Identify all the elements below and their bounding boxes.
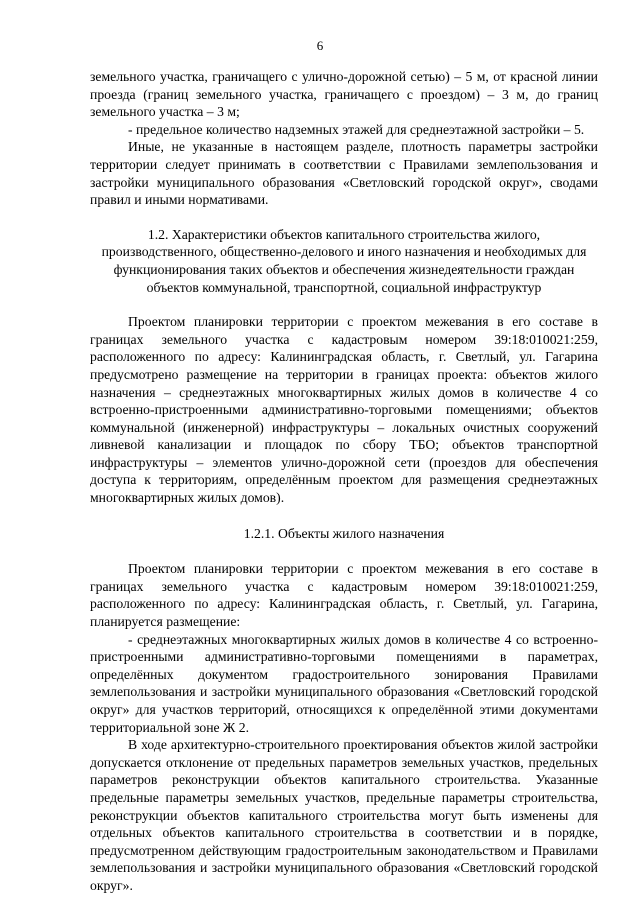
paragraph-continued: земельного участка, граничащего с улично-дорожной сетью) – 5 м, от красной линии проезда (границ земельного участка, граничащего с проездом) – 3 м, до границ земельного участка – 3 м; [90, 69, 598, 120]
page-number: 6 [316, 38, 324, 53]
paragraph-deviation: В ходе архитектурно-строительного проектирования объектов жилой застройки допускается отклонение от предельных параметров земельных участков, предельных параметров реконструкции объектов капитального строительства. Указанные предельные параметры земельных участков, предельные параметры строительства, реконструкции объектов капитального строительства могут быть изменены для отдельных объектов капитального строительства в соответствии и в порядке, предусмотренном действующим градостроительным законодательством и Правилами землепользования и застройки муниципального образования «Светловский городской округ». [90, 737, 598, 893]
paragraph-residential-buildings: - среднеэтажных многоквартирных жилых домов в количестве 4 со встроенно-пристроенными административно-торговыми помещениями в параметрах, определённых документом градостроительного зонирования Правилами землепользования и застройки муниципального образования «Светловский городской округ» для участков территорий, относящихся к определённой этими документами территориальной зоне Ж 2. [90, 631, 598, 735]
paragraph-floors-limit: - предельное количество надземных этажей для среднеэтажной застройки – 5. [128, 121, 585, 137]
spacer [90, 296, 598, 313]
section-heading: 1.2. Характеристики объектов капитального строительства жилого, производственного, общественно-делового и иного назначения и необходимых для функционирования таких объектов и обеспечения жизнедеятельности граждан объектов коммунальной, транспортной, социальной инфраструктур [101, 226, 587, 295]
paragraph-placement: Проектом планировки территории с проектом межевания в его составе в границах земельного участка с кадастровым номером 39:18:010021:259, расположенного по адресу: Калининградская область, г. Светлый, ул. Гагарина, планируется размещение: [90, 561, 598, 630]
document-body [90, 68, 598, 895]
spacer [90, 542, 598, 560]
subsection-heading: 1.2.1. Объекты жилого назначения [243, 525, 445, 541]
paragraph-other-parameters: Иные, не указанные в настоящем разделе, плотность параметры застройки территории следует принимать в соответствии с Правилами землепользования и застройки муниципального образования «Светловский городской округ», сводами правил и иными нормативами. [90, 139, 598, 208]
paragraph-section-intro: Проектом планировки территории с проектом межевания в его составе в границах земельного участка с кадастровым номером 39:18:010021:259, расположенного по адресу: Калининградская область, г. Светлый, ул. Гагарина предусмотрено размещение на территории в границах проекта: объектов жилого назначения – среднеэтажных многоквартирных жилых домов в количестве 4 со встроенно-пристроенными административно-торговыми помещениями; объектов коммунальной (инженерной) инфраструктуры – локальных очистных сооружений ливневой канализации и площадок по сбору ТБО; объектов транспортной инфраструктуры – элементов улично-дорожной сети (проездов для обеспечения доступа к территориям, определённым проектом для размещения среднеэтажных многоквартирных жилых домов). [90, 314, 598, 506]
spacer [90, 209, 598, 226]
spacer [90, 507, 598, 525]
